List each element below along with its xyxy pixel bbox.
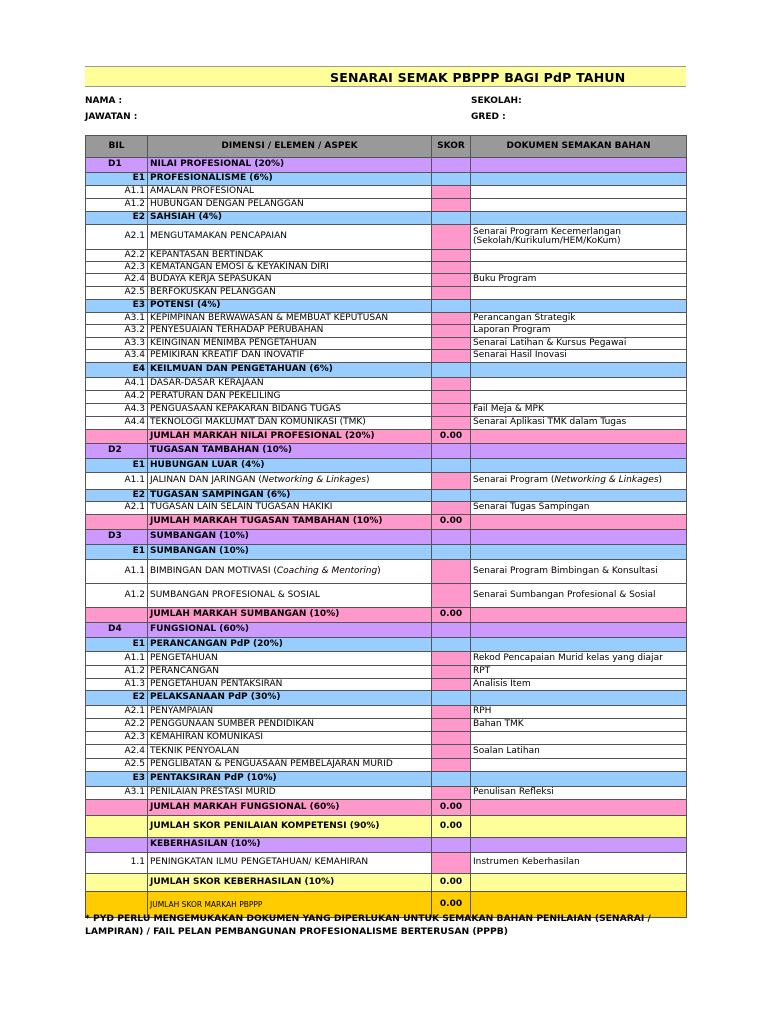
desc-cell: FUNGSIONAL (60%)	[148, 623, 432, 638]
bil-cell	[86, 430, 148, 444]
score-cell[interactable]	[432, 652, 471, 666]
score-cell[interactable]	[432, 363, 471, 378]
desc-cell: TUGASAN LAIN SELAIN TUGASAN HAKIKI	[148, 502, 432, 515]
bil-cell: A1.1	[86, 473, 148, 490]
score-cell[interactable]	[432, 691, 471, 706]
score-cell[interactable]	[432, 787, 471, 800]
table-row-elem	[86, 545, 687, 560]
bil-cell: A1.1	[86, 560, 148, 584]
desc-cell: SUMBANGAN (10%)	[148, 545, 432, 560]
bil-cell	[86, 874, 148, 892]
score-cell[interactable]: 0.00	[432, 430, 471, 444]
desc-cell	[148, 560, 432, 584]
desc-cell: PERANCANGAN PdP (20%)	[148, 638, 432, 652]
desc-cell: TEKNOLOGI MAKLUMAT DAN KOMUNIKASI (TMK)	[148, 417, 432, 430]
desc-cell: KEILMUAN DAN PENGETAHUAN (6%)	[148, 363, 432, 378]
desc-cell: JUMLAH MARKAH NILAI PROFESIONAL (20%)	[148, 430, 432, 444]
doc-cell	[471, 732, 687, 745]
label-sekolah: SEKOLAH:	[471, 96, 522, 106]
desc-cell: PELAKSANAAN PdP (30%)	[148, 691, 432, 706]
score-cell[interactable]	[432, 313, 471, 325]
bil-cell	[86, 515, 148, 530]
table-row-item	[86, 759, 687, 772]
doc-cell	[471, 212, 687, 225]
table-row-elem	[86, 363, 687, 378]
score-cell[interactable]	[432, 732, 471, 745]
bil-cell: D4	[86, 623, 148, 638]
table-row-dimNoBil	[86, 838, 687, 853]
doc-cell: Senarai Aplikasi TMK dalam Tugas	[471, 417, 687, 430]
table-row-total	[86, 800, 687, 816]
table-row-dim	[86, 444, 687, 459]
bil-cell: E2	[86, 212, 148, 225]
score-cell[interactable]	[432, 158, 471, 173]
header-skor: SKOR	[432, 136, 471, 158]
doc-cell	[471, 300, 687, 313]
bil-cell: A2.4	[86, 745, 148, 759]
bil-cell: A2.1	[86, 502, 148, 515]
doc-cell	[471, 186, 687, 199]
desc-cell: JUMLAH MARKAH FUNGSIONAL (60%)	[148, 800, 432, 816]
doc-cell: Senarai Program Bimbingan & Konsultasi	[471, 560, 687, 584]
score-cell[interactable]	[432, 350, 471, 363]
label-nama: NAMA :	[85, 96, 123, 106]
doc-cell	[471, 378, 687, 391]
desc-cell: JUMLAH SKOR PENILAIAN KOMPETENSI (90%)	[148, 816, 432, 838]
table-row-item	[86, 745, 687, 759]
table-row-item	[86, 787, 687, 800]
desc-cell: PENINGKATAN ILMU PENGETAHUAN/ KEMAHIRAN	[148, 853, 432, 874]
table-row-item	[86, 250, 687, 262]
bil-cell: A4.1	[86, 378, 148, 391]
desc-cell: SAHSIAH (4%)	[148, 212, 432, 225]
desc-cell: TEKNIK PENYOALAN	[148, 745, 432, 759]
table-row-item	[86, 378, 687, 391]
score-cell[interactable]	[432, 530, 471, 545]
table-row-item	[86, 186, 687, 199]
table-row-dim	[86, 623, 687, 638]
table-row-item	[86, 404, 687, 417]
table-row-item	[86, 313, 687, 325]
doc-cell: Senarai Hasil Inovasi	[471, 350, 687, 363]
desc-cell: JUMLAH MARKAH TUGASAN TAMBAHAN (10%)	[148, 515, 432, 530]
table-row-item	[86, 732, 687, 745]
score-cell[interactable]	[432, 274, 471, 287]
score-cell[interactable]	[432, 473, 471, 490]
desc-cell: PROFESIONALISME (6%)	[148, 173, 432, 186]
doc-cell	[471, 250, 687, 262]
desc-cell: KEBERHASILAN (10%)	[148, 838, 432, 853]
score-cell[interactable]	[432, 287, 471, 300]
bil-cell: 1.1	[86, 853, 148, 874]
desc-cell: KEMAHIRAN KOMUNIKASI	[148, 732, 432, 745]
table-row-item	[86, 417, 687, 430]
score-cell[interactable]: 0.00	[432, 892, 471, 918]
desc-italic: Networking & Linkages	[261, 475, 366, 486]
doc-cell	[471, 608, 687, 623]
table-row-total	[86, 608, 687, 623]
doc-cell: Laporan Program	[471, 325, 687, 338]
score-cell[interactable]	[432, 772, 471, 787]
doc-cell: Penulisan Refleksi	[471, 787, 687, 800]
desc-cell: POTENSI (4%)	[148, 300, 432, 313]
checklist-table	[85, 135, 687, 918]
table-row-item	[86, 853, 687, 874]
table-row-elem	[86, 212, 687, 225]
table-row-dim	[86, 158, 687, 173]
desc-text: JALINAN DAN JARINGAN (	[150, 475, 262, 486]
table-row-elem	[86, 173, 687, 186]
table-row-item	[86, 391, 687, 404]
desc-cell: PENGUASAAN KEPAKARAN BIDANG TUGAS	[148, 404, 432, 417]
score-cell[interactable]	[432, 338, 471, 350]
doc-cell: Perancangan Strategik	[471, 313, 687, 325]
table-row-elem	[86, 300, 687, 313]
bil-cell: E1	[86, 459, 148, 473]
bil-cell: A2.5	[86, 287, 148, 300]
doc-cell	[471, 530, 687, 545]
desc-cell: JUMLAH SKOR KEBERHASILAN (10%)	[148, 874, 432, 892]
table-row-item	[86, 666, 687, 679]
doc-cell	[471, 391, 687, 404]
bil-cell: A2.3	[86, 732, 148, 745]
desc-cell: KEPANTASAN BERTINDAK	[148, 250, 432, 262]
doc-cell	[471, 623, 687, 638]
doc-italic: Networking & Linkages	[554, 475, 659, 486]
score-cell[interactable]: 0.00	[432, 874, 471, 892]
bil-cell: A3.4	[86, 350, 148, 363]
doc-cell: Senarai Sumbangan Profesional & Sosial	[471, 584, 687, 608]
score-cell[interactable]	[432, 853, 471, 874]
bil-cell: A4.3	[86, 404, 148, 417]
header-dimensi: DIMENSI / ELEMEN / ASPEK	[148, 136, 432, 158]
bil-cell: A3.1	[86, 313, 148, 325]
bil-cell: A2.5	[86, 759, 148, 772]
table-row-elem	[86, 638, 687, 652]
desc-cell: PERATURAN DAN PEKELILING	[148, 391, 432, 404]
score-cell[interactable]	[432, 560, 471, 584]
bil-cell: E3	[86, 772, 148, 787]
doc-cell	[471, 473, 687, 490]
score-cell[interactable]	[432, 459, 471, 473]
bil-cell: A1.2	[86, 666, 148, 679]
table-row-item	[86, 225, 687, 250]
doc-cell: Buku Program	[471, 274, 687, 287]
doc-cell: Fail Meja & MPK	[471, 404, 687, 417]
bil-cell: E1	[86, 545, 148, 560]
table-row-item	[86, 652, 687, 666]
table-row-elem	[86, 772, 687, 787]
table-row-elem	[86, 490, 687, 502]
bil-cell: A3.2	[86, 325, 148, 338]
doc-cell: Senarai Program Kecemerlangan (Sekolah/Kurikulum/HEM/KoKum)	[471, 225, 687, 250]
table-row-item	[86, 584, 687, 608]
label-gred: GRED :	[471, 112, 506, 122]
desc-cell: SUMBANGAN (10%)	[148, 530, 432, 545]
bil-cell: A2.1	[86, 225, 148, 250]
bil-cell: A4.2	[86, 391, 148, 404]
table-row-item	[86, 560, 687, 584]
score-cell[interactable]	[432, 444, 471, 459]
bil-cell: A1.2	[86, 199, 148, 212]
bil-cell: E1	[86, 173, 148, 186]
table-row-yellowtotal	[86, 816, 687, 838]
score-cell[interactable]	[432, 838, 471, 853]
doc-cell	[471, 515, 687, 530]
doc-cell	[471, 363, 687, 378]
bil-cell: A4.4	[86, 417, 148, 430]
doc-cell: Instrumen Keberhasilan	[471, 853, 687, 874]
desc-cell: BUDAYA KERJA SEPASUKAN	[148, 274, 432, 287]
doc-cell: Senarai Tugas Sampingan	[471, 502, 687, 515]
doc-cell	[471, 444, 687, 459]
desc-cell: MENGUTAMAKAN PENCAPAIAN	[148, 225, 432, 250]
doc-cell	[471, 173, 687, 186]
table-header-row	[86, 136, 687, 158]
bil-cell: D1	[86, 158, 148, 173]
desc-cell: PENGLIBATAN & PENGUASAAN PEMBELAJARAN MURID	[148, 759, 432, 772]
table-row-elem	[86, 459, 687, 473]
table-row-item	[86, 502, 687, 515]
bil-cell: A1.3	[86, 679, 148, 691]
table-row-item	[86, 350, 687, 363]
doc-cell	[471, 545, 687, 560]
bil-cell: A1.2	[86, 584, 148, 608]
desc-italic: Coaching & Mentoring	[276, 565, 378, 576]
score-cell[interactable]	[432, 300, 471, 313]
doc-cell: RPH	[471, 706, 687, 719]
desc-cell: SUMBANGAN PROFESIONAL & SOSIAL	[148, 584, 432, 608]
bil-cell	[86, 800, 148, 816]
bil-cell: A2.1	[86, 706, 148, 719]
doc-cell: Analisis Item	[471, 679, 687, 691]
score-cell[interactable]	[432, 719, 471, 732]
header-bil: BIL	[86, 136, 148, 158]
bil-cell: E2	[86, 691, 148, 706]
desc-cell: PERANCANGAN	[148, 666, 432, 679]
desc-cell: PENGETAHUAN	[148, 652, 432, 666]
doc-cell	[471, 816, 687, 838]
label-jawatan: JAWATAN :	[85, 112, 138, 122]
score-cell[interactable]	[432, 706, 471, 719]
doc-cell: Bahan TMK	[471, 719, 687, 732]
table-row-total	[86, 430, 687, 444]
desc-cell: NILAI PROFESIONAL (20%)	[148, 158, 432, 173]
bil-cell: D3	[86, 530, 148, 545]
score-cell[interactable]	[432, 250, 471, 262]
desc-cell: PENGETAHUAN PENTAKSIRAN	[148, 679, 432, 691]
doc-cell: Senarai Latihan & Kursus Pegawai	[471, 338, 687, 350]
bil-cell: E3	[86, 300, 148, 313]
table-row-item	[86, 262, 687, 274]
score-cell[interactable]	[432, 212, 471, 225]
score-cell[interactable]	[432, 225, 471, 250]
bil-cell	[86, 838, 148, 853]
table-body	[86, 158, 687, 918]
bil-cell: A2.2	[86, 250, 148, 262]
desc-cell: KEPIMPINAN BERWAWASAN & MEMBUAT KEPUTUSAN	[148, 313, 432, 325]
bil-cell: A1.1	[86, 652, 148, 666]
score-cell[interactable]	[432, 759, 471, 772]
doc-cell: Soalan Latihan	[471, 745, 687, 759]
doc-cell	[471, 638, 687, 652]
bil-cell: E4	[86, 363, 148, 378]
bil-cell: A3.3	[86, 338, 148, 350]
doc-cell	[471, 759, 687, 772]
table-row-item	[86, 325, 687, 338]
desc-end: )	[365, 475, 370, 486]
score-cell[interactable]	[432, 490, 471, 502]
doc-cell	[471, 262, 687, 274]
desc-text: BIMBINGAN DAN MOTIVASI (	[150, 565, 277, 576]
score-cell[interactable]	[432, 679, 471, 691]
table-row-elem	[86, 691, 687, 706]
doc-text: Senarai Program (	[473, 475, 555, 486]
score-cell[interactable]	[432, 378, 471, 391]
desc-cell: PEMIKIRAN KREATIF DAN INOVATIF	[148, 350, 432, 363]
table-row-yellowtotal	[86, 874, 687, 892]
desc-cell: JUMLAH SKOR MARKAH PBPPP	[148, 892, 432, 918]
doc-cell: RPT	[471, 666, 687, 679]
score-cell[interactable]	[432, 623, 471, 638]
desc-cell: KEINGINAN MENIMBA PENGETAHUAN	[148, 338, 432, 350]
desc-cell: PENYESUAIAN TERHADAP PERUBAHAN	[148, 325, 432, 338]
score-cell[interactable]	[432, 325, 471, 338]
desc-cell: PENILAIAN PRESTASI MURID	[148, 787, 432, 800]
desc-cell: PENYAMPAIAN	[148, 706, 432, 719]
score-cell[interactable]: 0.00	[432, 800, 471, 816]
doc-cell	[471, 838, 687, 853]
score-cell[interactable]	[432, 173, 471, 186]
bil-cell: E2	[86, 490, 148, 502]
score-cell[interactable]	[432, 391, 471, 404]
bil-cell: A2.4	[86, 274, 148, 287]
score-cell[interactable]: 0.00	[432, 608, 471, 623]
doc-cell	[471, 691, 687, 706]
score-cell[interactable]	[432, 502, 471, 515]
score-cell[interactable]	[432, 186, 471, 199]
desc-cell: AMALAN PROFESIONAL	[148, 186, 432, 199]
score-cell[interactable]	[432, 199, 471, 212]
doc-cell	[471, 490, 687, 502]
table-row-total	[86, 515, 687, 530]
score-cell[interactable]: 0.00	[432, 515, 471, 530]
doc-cell	[471, 772, 687, 787]
doc-cell	[471, 874, 687, 892]
bil-cell: A2.2	[86, 719, 148, 732]
desc-cell: TUGASAN SAMPINGAN (6%)	[148, 490, 432, 502]
score-cell[interactable]	[432, 404, 471, 417]
bil-cell: A2.3	[86, 262, 148, 274]
bil-cell: E1	[86, 638, 148, 652]
desc-cell: PENGGUNAAN SUMBER PENDIDIKAN	[148, 719, 432, 732]
score-cell[interactable]	[432, 666, 471, 679]
doc-cell: Rekod Pencapaian Murid kelas yang diajar	[471, 652, 687, 666]
doc-cell	[471, 199, 687, 212]
doc-end: )	[658, 475, 663, 486]
doc-cell	[471, 430, 687, 444]
desc-cell	[148, 473, 432, 490]
table-row-item	[86, 338, 687, 350]
bil-cell: A1.1	[86, 186, 148, 199]
score-cell[interactable]	[432, 545, 471, 560]
desc-cell: PENTAKSIRAN PdP (10%)	[148, 772, 432, 787]
table-row-item	[86, 719, 687, 732]
desc-cell: TUGASAN TAMBAHAN (10%)	[148, 444, 432, 459]
table-row-item	[86, 274, 687, 287]
table-row-item	[86, 679, 687, 691]
page-title: SENARAI SEMAK PBPPP BAGI PdP TAHUN	[85, 66, 686, 87]
footnote: * PYD PERLU MENGEMUKAKAN DOKUMEN YANG DIPERLUKAN UNTUK SEMAKAN BAHAN PENILAIAN (SENARAI / LAMPIRAN) / FAIL PELAN PEMBANGUNAN PROFESIONALISME BERTERUSAN (PPPB)	[85, 913, 651, 938]
score-cell[interactable]: 0.00	[432, 816, 471, 838]
doc-cell	[471, 287, 687, 300]
table-row-item	[86, 473, 687, 490]
desc-cell: BERFOKUSKAN PELANGGAN	[148, 287, 432, 300]
bil-cell	[86, 608, 148, 623]
score-cell[interactable]	[432, 638, 471, 652]
score-cell[interactable]	[432, 417, 471, 430]
doc-cell	[471, 459, 687, 473]
table-row-item	[86, 287, 687, 300]
bil-cell: D2	[86, 444, 148, 459]
header-dokumen: DOKUMEN SEMAKAN BAHAN	[471, 136, 687, 158]
bil-cell: A3.1	[86, 787, 148, 800]
desc-cell: HUBUNGAN LUAR (4%)	[148, 459, 432, 473]
doc-cell	[471, 800, 687, 816]
score-cell[interactable]	[432, 584, 471, 608]
bil-cell	[86, 816, 148, 838]
table-row-item	[86, 199, 687, 212]
desc-cell: HUBUNGAN DENGAN PELANGGAN	[148, 199, 432, 212]
doc-cell	[471, 158, 687, 173]
desc-cell: JUMLAH MARKAH SUMBANGAN (10%)	[148, 608, 432, 623]
score-cell[interactable]	[432, 745, 471, 759]
desc-cell: KEMATANGAN EMOSI & KEYAKINAN DIRI	[148, 262, 432, 274]
table-row-dim	[86, 530, 687, 545]
table-row-item	[86, 706, 687, 719]
score-cell[interactable]	[432, 262, 471, 274]
desc-cell: DASAR-DASAR KERAJAAN	[148, 378, 432, 391]
desc-end: )	[377, 565, 381, 576]
